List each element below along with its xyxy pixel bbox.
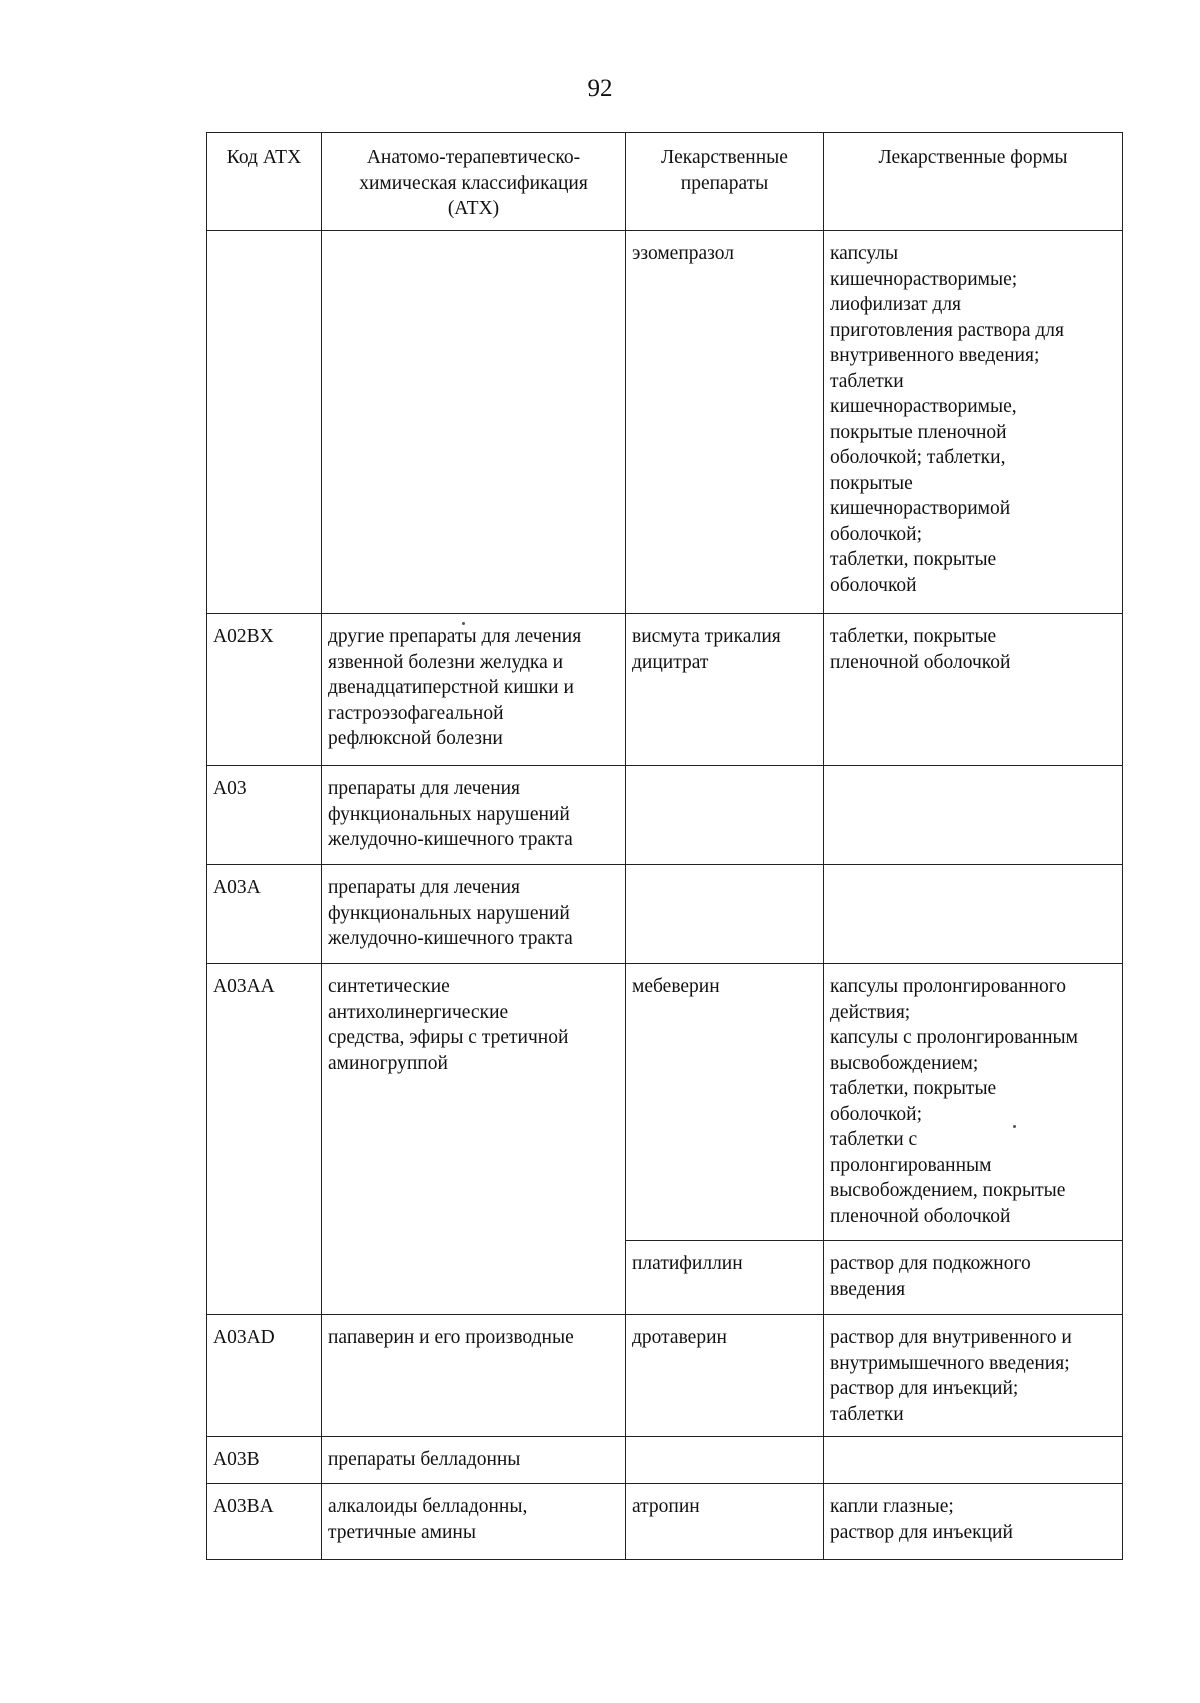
cell-forms: раствор для подкожного введения: [824, 1241, 1123, 1315]
cell-code: A03BA: [207, 1484, 322, 1560]
cell-code: A02BX: [207, 614, 322, 766]
cell-forms: раствор для внутривенного и внутримышечного введения; раствор для инъекций; таблетки: [824, 1315, 1123, 1437]
header-forms: Лекарственные формы: [824, 133, 1123, 231]
table-row: [207, 766, 1123, 865]
cell-forms: таблетки, покрытые пленочной оболочкой: [824, 614, 1123, 766]
cell-code: [207, 231, 322, 614]
cell-classification: препараты для лечения функциональных нарушений желудочно-кишечного тракта: [322, 865, 626, 964]
cell-drug: [626, 865, 824, 964]
table-row: [207, 1437, 1123, 1484]
scan-speck: [462, 622, 465, 625]
cell-forms: [824, 1437, 1123, 1484]
cell-drug: висмута трикалия дицитрат: [626, 614, 824, 766]
header-code: Код АТХ: [207, 133, 322, 231]
cell-classification: синтетические антихолинергические средства, эфиры с третичной аминогруппой: [322, 964, 626, 1315]
cell-forms: капсулы кишечнорастворимые; лиофилизат для приготовления раствора для внутривенного введения; таблетки кишечнорастворимые, покрытые пленочной оболочкой; таблетки, покрытые кишечнорастворимой оболочкой; таблетки, покрытые оболочкой: [824, 231, 1123, 614]
table-row: [207, 231, 1123, 614]
cell-code: A03AD: [207, 1315, 322, 1437]
cell-drug: дротаверин: [626, 1315, 824, 1437]
cell-classification: папаверин и его производные: [322, 1315, 626, 1437]
cell-drug: [626, 1437, 824, 1484]
cell-drug: эзомепразол: [626, 231, 824, 614]
table-row: [207, 1315, 1123, 1437]
cell-classification: препараты для лечения функциональных нарушений желудочно-кишечного тракта: [322, 766, 626, 865]
table-row: [207, 614, 1123, 766]
cell-drug: атропин: [626, 1484, 824, 1560]
cell-code: A03: [207, 766, 322, 865]
cell-code: A03AA: [207, 964, 322, 1315]
cell-drug: платифиллин: [626, 1241, 824, 1315]
table-row: [207, 865, 1123, 964]
scan-speck: [1013, 1125, 1016, 1128]
cell-code: A03B: [207, 1437, 322, 1484]
table-row: [207, 1484, 1123, 1560]
cell-forms: капли глазные; раствор для инъекций: [824, 1484, 1123, 1560]
table-row: [207, 964, 1123, 1241]
cell-drug: мебеверин: [626, 964, 824, 1241]
cell-forms: [824, 766, 1123, 865]
cell-code: A03A: [207, 865, 322, 964]
cell-classification: [322, 231, 626, 614]
cell-classification: алкалоиды белладонны, третичные амины: [322, 1484, 626, 1560]
cell-forms: капсулы пролонгированного действия; капсулы с пролонгированным высвобождением; таблетки, покрытые оболочкой; таблетки с пролонгированным высвобождением, покрытые пленочной оболочкой: [824, 964, 1123, 1241]
page-number: 92: [587, 75, 613, 102]
cell-forms: [824, 865, 1123, 964]
atx-table: [206, 132, 1123, 1560]
cell-classification: другие препараты для лечения язвенной болезни желудка и двенадцатиперстной кишки и гастроэзофагеальной рефлюксной болезни: [322, 614, 626, 766]
cell-drug: [626, 766, 824, 865]
cell-classification: препараты белладонны: [322, 1437, 626, 1484]
header-drugs: Лекарственные препараты: [626, 133, 824, 231]
header-classification: Анатомо-терапевтическо- химическая классификация (АТХ): [322, 133, 626, 231]
table-header-row: [207, 133, 1123, 231]
